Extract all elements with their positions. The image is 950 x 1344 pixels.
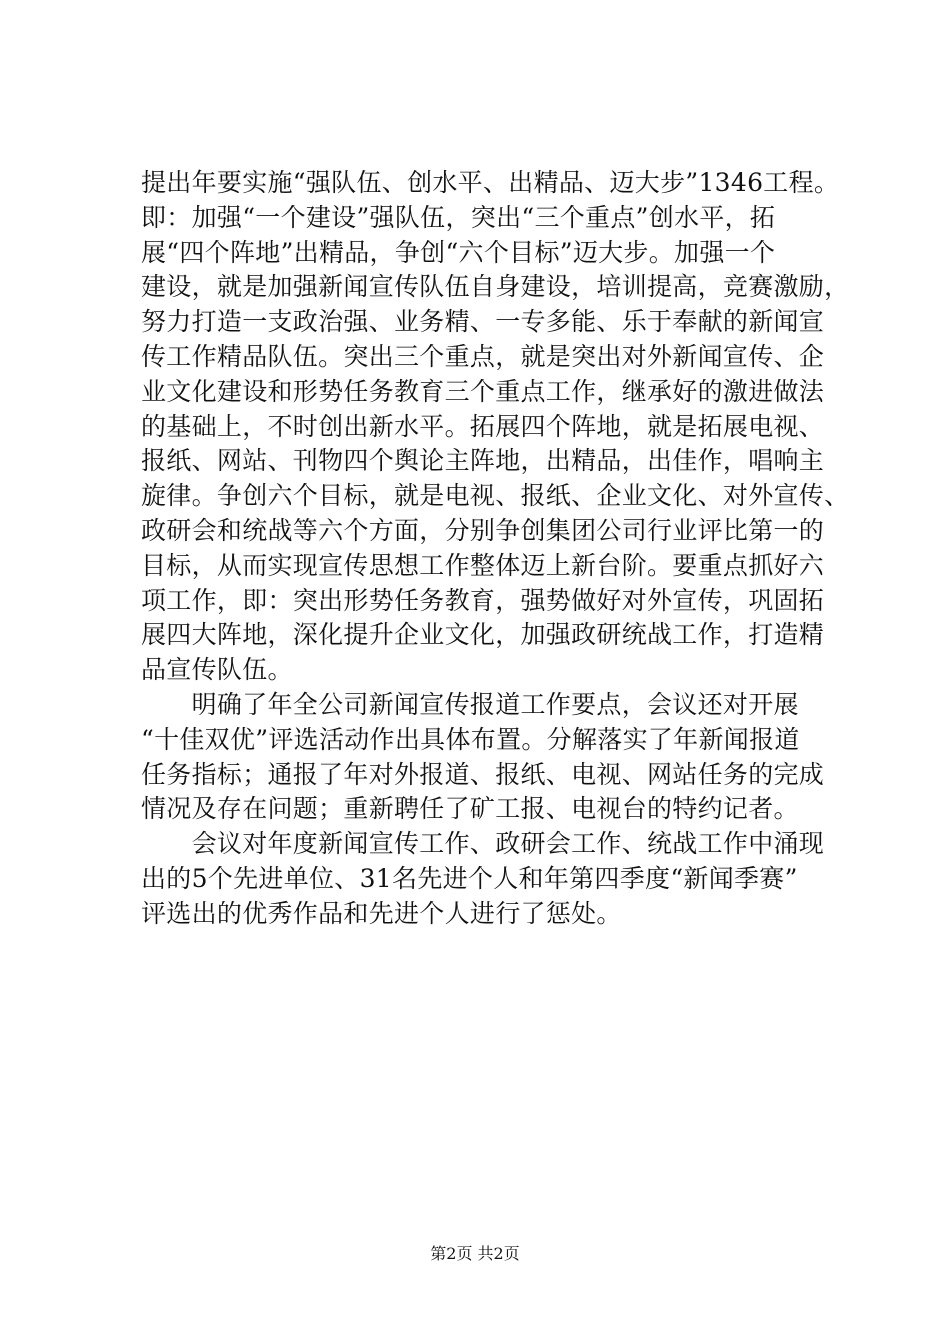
text-line: 项工作，即：突出形势任务教育，强势做好对外宣传，巩固拓 bbox=[141, 585, 825, 615]
text-line: 提出年要实施“强队伍、创水平、出精品、迈大步”1346工程。 bbox=[141, 168, 840, 197]
text-line: 的基础上，不时创出新水平。拓展四个阵地，就是拓展电视、 bbox=[141, 411, 825, 441]
text-line: 任务指标；通报了年对外报道、报纸、电视、网站任务的完成 bbox=[141, 759, 825, 789]
text-line: 品宣传队伍。 bbox=[141, 655, 293, 685]
text-line: 即：加强“一个建设”强队伍，突出“三个重点”创水平，拓 bbox=[141, 202, 776, 232]
text-line: 传工作精品队伍。突出三个重点，就是突出对外新闻宣传、企 bbox=[141, 341, 825, 371]
text-line: 旋律。争创六个目标，就是电视、报纸、企业文化、对外宣传、 bbox=[141, 481, 850, 511]
text-line: 努力打造一支政治强、业务精、一专多能、乐于奉献的新闻宣 bbox=[141, 307, 825, 337]
document-body bbox=[141, 166, 850, 932]
text-line: 目标，从而实现宣传思想工作整体迈上新台阶。要重点抓好六 bbox=[141, 550, 825, 580]
text-line: 报纸、网站、刊物四个舆论主阵地，出精品，出佳作，唱响主 bbox=[141, 446, 825, 476]
text-line: 展“四个阵地”出精品，争创“六个目标”迈大步。加强一个 bbox=[141, 237, 776, 267]
text-line: “十佳双优”评选活动作出具体布置。分解落实了年新闻报道 bbox=[141, 724, 800, 754]
text-line: 情况及存在问题；重新聘任了矿工报、电视台的特约记者。 bbox=[141, 794, 799, 824]
text-line: 政研会和统战等六个方面，分别争创集团公司行业评比第一的 bbox=[141, 515, 825, 545]
text-line: 建设，就是加强新闻宣传队伍自身建设，培训提高，竞赛激励， bbox=[141, 272, 850, 302]
text-line: 业文化建设和形势任务教育三个重点工作，继承好的激进做法 bbox=[141, 376, 825, 406]
page-number-footer: 第2页 共2页 bbox=[430, 1244, 520, 1263]
text-line: 展四大阵地，深化提升企业文化，加强政研统战工作，打造精 bbox=[141, 620, 825, 650]
text-line: 明确了年全公司新闻宣传报道工作要点，会议还对开展 bbox=[141, 689, 799, 719]
text-line: 会议对年度新闻宣传工作、政研会工作、统战工作中涌现 bbox=[141, 829, 825, 859]
text-line: 评选出的优秀作品和先进个人进行了惩处。 bbox=[141, 898, 622, 928]
text-line: 出的5个先进单位、31名先进个人和年第四季度“新闻季赛” bbox=[141, 863, 798, 893]
